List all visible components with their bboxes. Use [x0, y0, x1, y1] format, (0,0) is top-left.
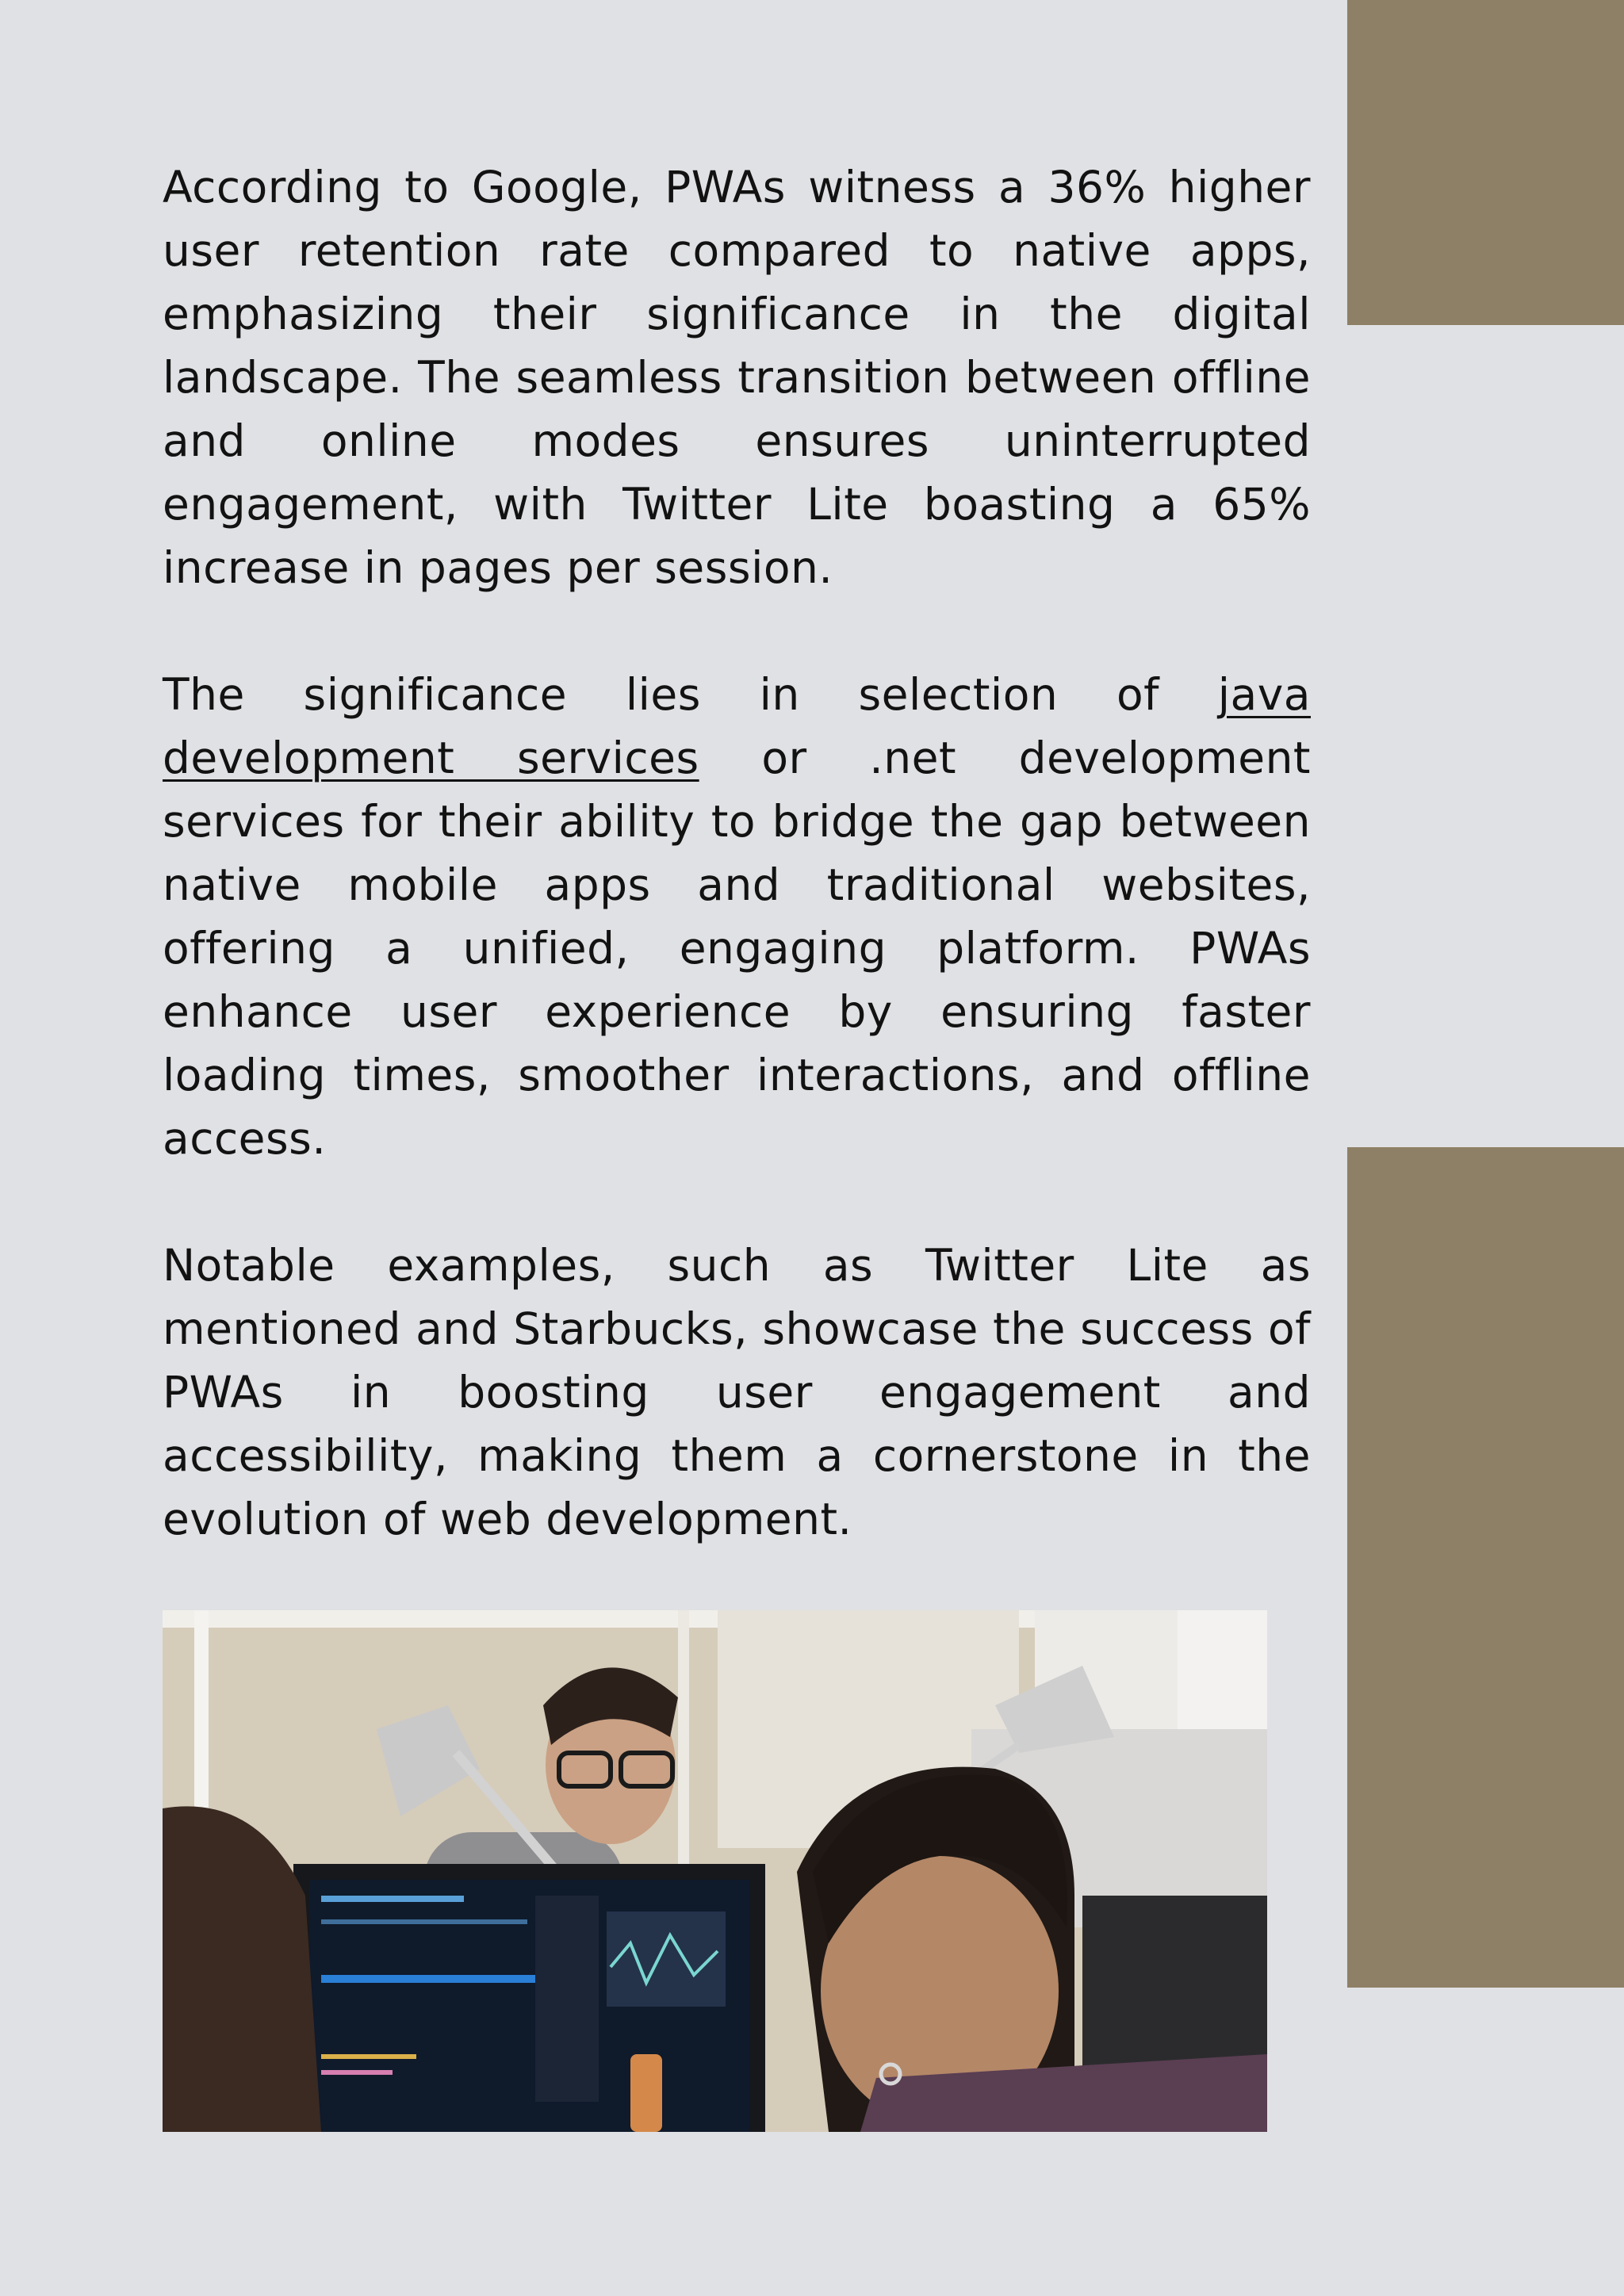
- paragraph-significance-rest: or .net development services for their ability to bridge the gap between native mobile apps and traditional websites, offering a unified, engaging platform. PWAs enhance user experience by ensuring faster loading times, smoother interactions, and offline access.: [163, 733, 1311, 1164]
- paragraph-examples-text: Notable examples, such as Twitter Lite as mentioned and Starbucks, showcase the success of PWAs in boosting user engagement and accessibility, making them a cornerstone in the evolution of web development.: [163, 1240, 1311, 1544]
- accent-bar-top: [1347, 0, 1624, 325]
- article-body: [163, 155, 1311, 1614]
- paragraph-significance: [163, 663, 1311, 1170]
- paragraph-retention: [163, 155, 1311, 599]
- accent-bar-middle: [1347, 1147, 1624, 1988]
- paragraph-retention-text: According to Google, PWAs witness a 36% higher user retention rate compared to native apps, emphasizing their significance in the digital landscape. The seamless transition between offline and online modes ensures uninterrupted engagement, with Twitter Lite boasting a 65% increase in pages per session.: [163, 162, 1311, 593]
- paragraph-significance-intro: The significance lies in selection of: [163, 669, 1218, 720]
- office-developers-photo: [163, 1610, 1267, 2132]
- java-development-services-link[interactable]: java development services: [163, 669, 1311, 783]
- paragraph-examples: [163, 1234, 1311, 1551]
- office-developers-illustration: [163, 1610, 1267, 2132]
